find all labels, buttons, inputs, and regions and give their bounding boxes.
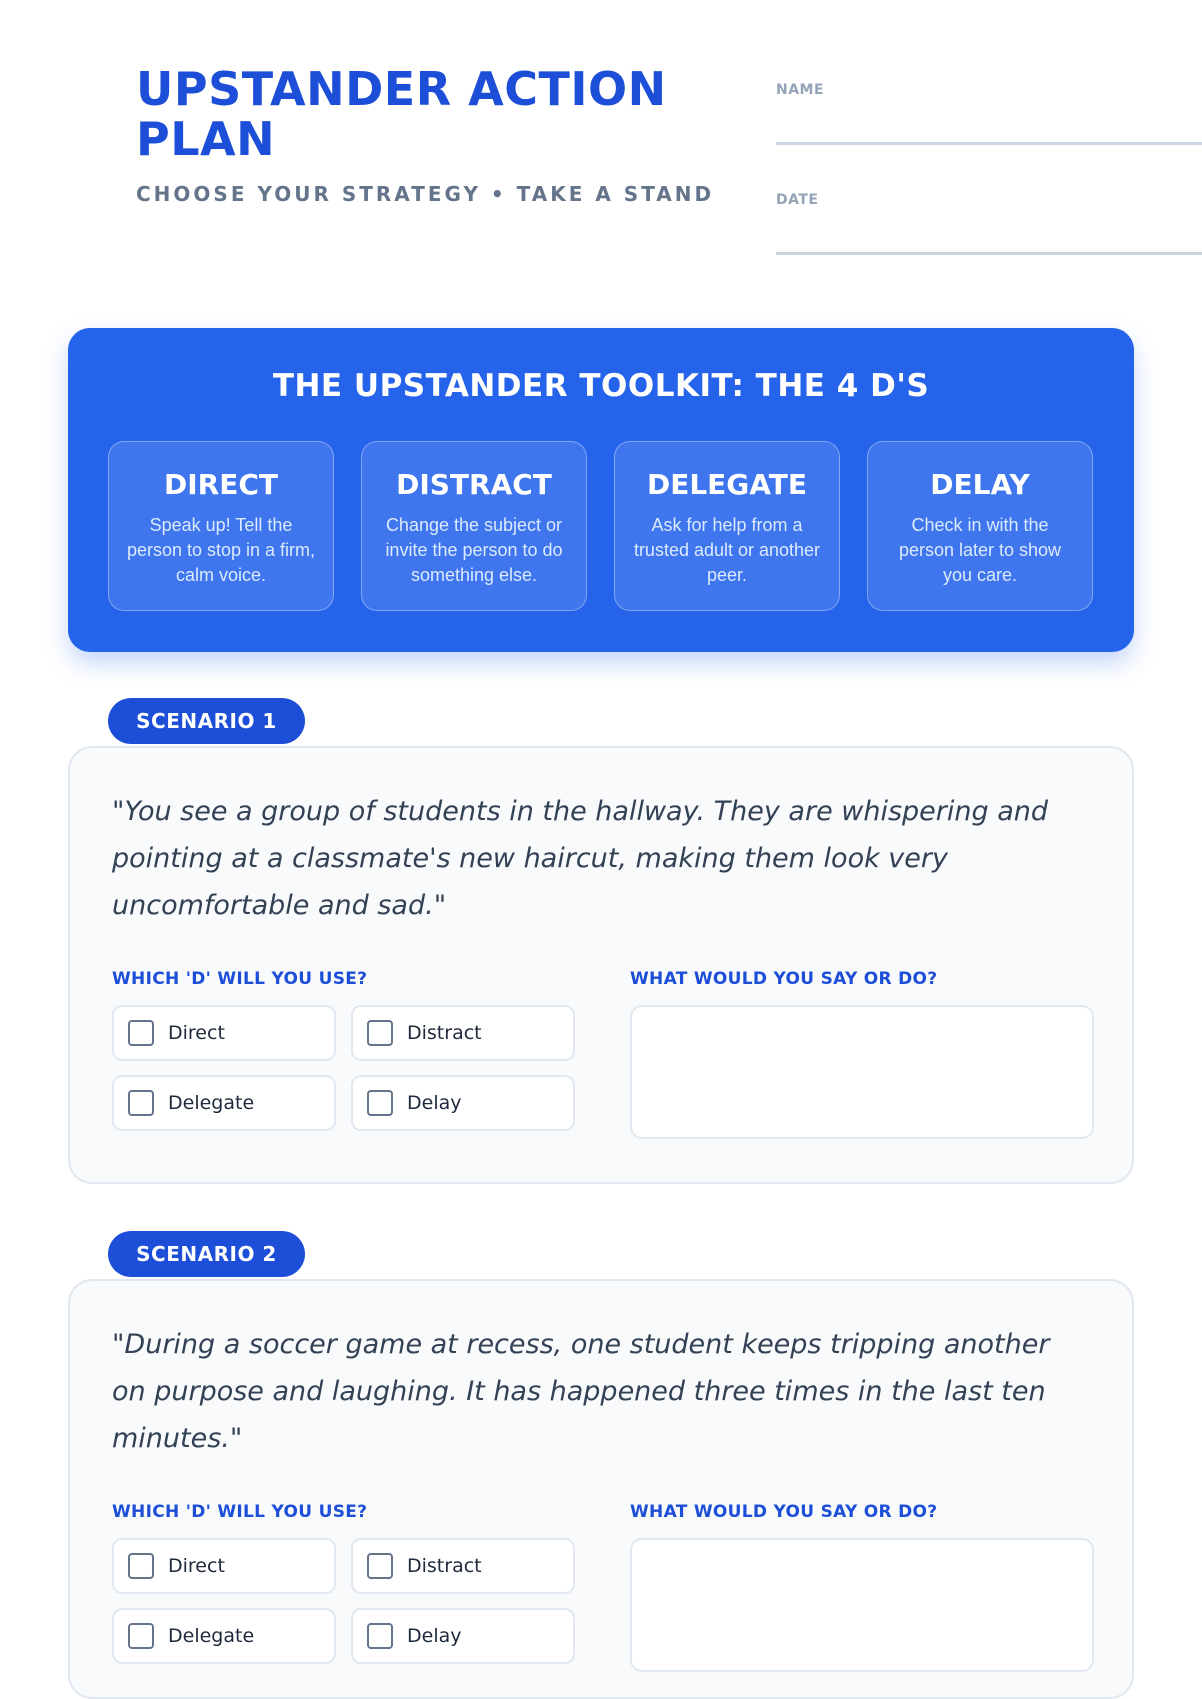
toolkit-cards	[108, 441, 1094, 611]
checkbox[interactable]	[367, 1553, 393, 1579]
option-distract[interactable]	[351, 1538, 575, 1594]
checkbox[interactable]	[128, 1090, 154, 1116]
date-field[interactable]	[776, 192, 1202, 255]
option-label: Direct	[168, 1555, 225, 1577]
name-label: NAME	[776, 82, 825, 98]
date-line[interactable]	[776, 252, 1202, 255]
answer-textbox[interactable]	[630, 1538, 1094, 1672]
option-delegate[interactable]	[112, 1608, 336, 1664]
checkbox[interactable]	[128, 1553, 154, 1579]
checkbox[interactable]	[367, 1020, 393, 1046]
option-delay[interactable]	[351, 1608, 575, 1664]
option-label: Direct	[168, 1022, 225, 1044]
scenario-1-card	[68, 746, 1134, 1184]
checkbox[interactable]	[128, 1020, 154, 1046]
scenario-1-text: "You see a group of students in the hallway. They are whispering and pointing at a classmate's new haircut, making them look very uncomfortable and sad."	[112, 796, 1049, 921]
d-options	[112, 1005, 576, 1131]
toolkit-card-description: Change the subject or invite the person to do something else.	[385, 515, 563, 585]
toolkit-card-delay	[867, 441, 1093, 611]
scenario-2-card	[68, 1279, 1134, 1699]
scenario-1-badge: SCENARIO 1	[108, 698, 305, 744]
scenario-2-text: "During a soccer game at recess, one student keeps tripping another on purpose and laughing. It has happened three times in the last ten minutes."	[112, 1329, 1050, 1454]
toolkit-panel	[68, 328, 1134, 652]
option-distract[interactable]	[351, 1005, 575, 1061]
which-d-label: WHICH 'D' WILL YOU USE?	[112, 969, 368, 989]
toolkit-card-title: DELEGATE	[646, 468, 808, 501]
toolkit-card-title: DIRECT	[164, 468, 278, 501]
option-label: Delegate	[168, 1092, 255, 1114]
say-or-do-label: WHAT WOULD YOU SAY OR DO?	[630, 1502, 938, 1522]
date-label: DATE	[776, 192, 819, 208]
toolkit-card-distract	[361, 441, 587, 611]
name-field[interactable]	[776, 82, 1202, 145]
option-direct[interactable]	[112, 1538, 336, 1594]
option-delay[interactable]	[351, 1075, 575, 1131]
option-label: Delegate	[168, 1625, 255, 1647]
header	[68, 0, 1132, 328]
option-delegate[interactable]	[112, 1075, 336, 1131]
answer-textbox[interactable]	[630, 1005, 1094, 1139]
option-label: Distract	[407, 1555, 482, 1577]
page-subtitle: CHOOSE YOUR STRATEGY • TAKE A STAND	[136, 182, 715, 206]
d-options	[112, 1538, 576, 1664]
which-d-label: WHICH 'D' WILL YOU USE?	[112, 1502, 368, 1522]
toolkit-card-direct	[108, 441, 334, 611]
checkbox[interactable]	[367, 1623, 393, 1649]
toolkit-card-description: Speak up! Tell the person to stop in a firm, calm voice.	[126, 515, 316, 585]
toolkit-card-title: DELAY	[930, 468, 1030, 501]
toolkit-card-description: Check in with the person later to show you care.	[898, 515, 1062, 585]
option-label: Distract	[407, 1022, 482, 1044]
checkbox[interactable]	[128, 1623, 154, 1649]
toolkit-card-delegate	[614, 441, 840, 611]
scenario-1-response	[112, 969, 1090, 1159]
option-label: Delay	[407, 1092, 462, 1114]
option-direct[interactable]	[112, 1005, 336, 1061]
toolkit-card-description: Ask for help from a trusted adult or another peer.	[633, 515, 821, 585]
scenario-2-badge: SCENARIO 2	[108, 1231, 305, 1277]
name-line[interactable]	[776, 142, 1202, 145]
toolkit-card-title: DISTRACT	[396, 468, 552, 501]
page-title: UPSTANDER ACTION PLAN	[136, 62, 667, 166]
checkbox[interactable]	[367, 1090, 393, 1116]
scenario-2-response	[112, 1502, 1090, 1692]
toolkit-title: THE UPSTANDER TOOLKIT: THE 4 D'S	[272, 368, 930, 404]
say-or-do-label: WHAT WOULD YOU SAY OR DO?	[630, 969, 938, 989]
option-label: Delay	[407, 1625, 462, 1647]
